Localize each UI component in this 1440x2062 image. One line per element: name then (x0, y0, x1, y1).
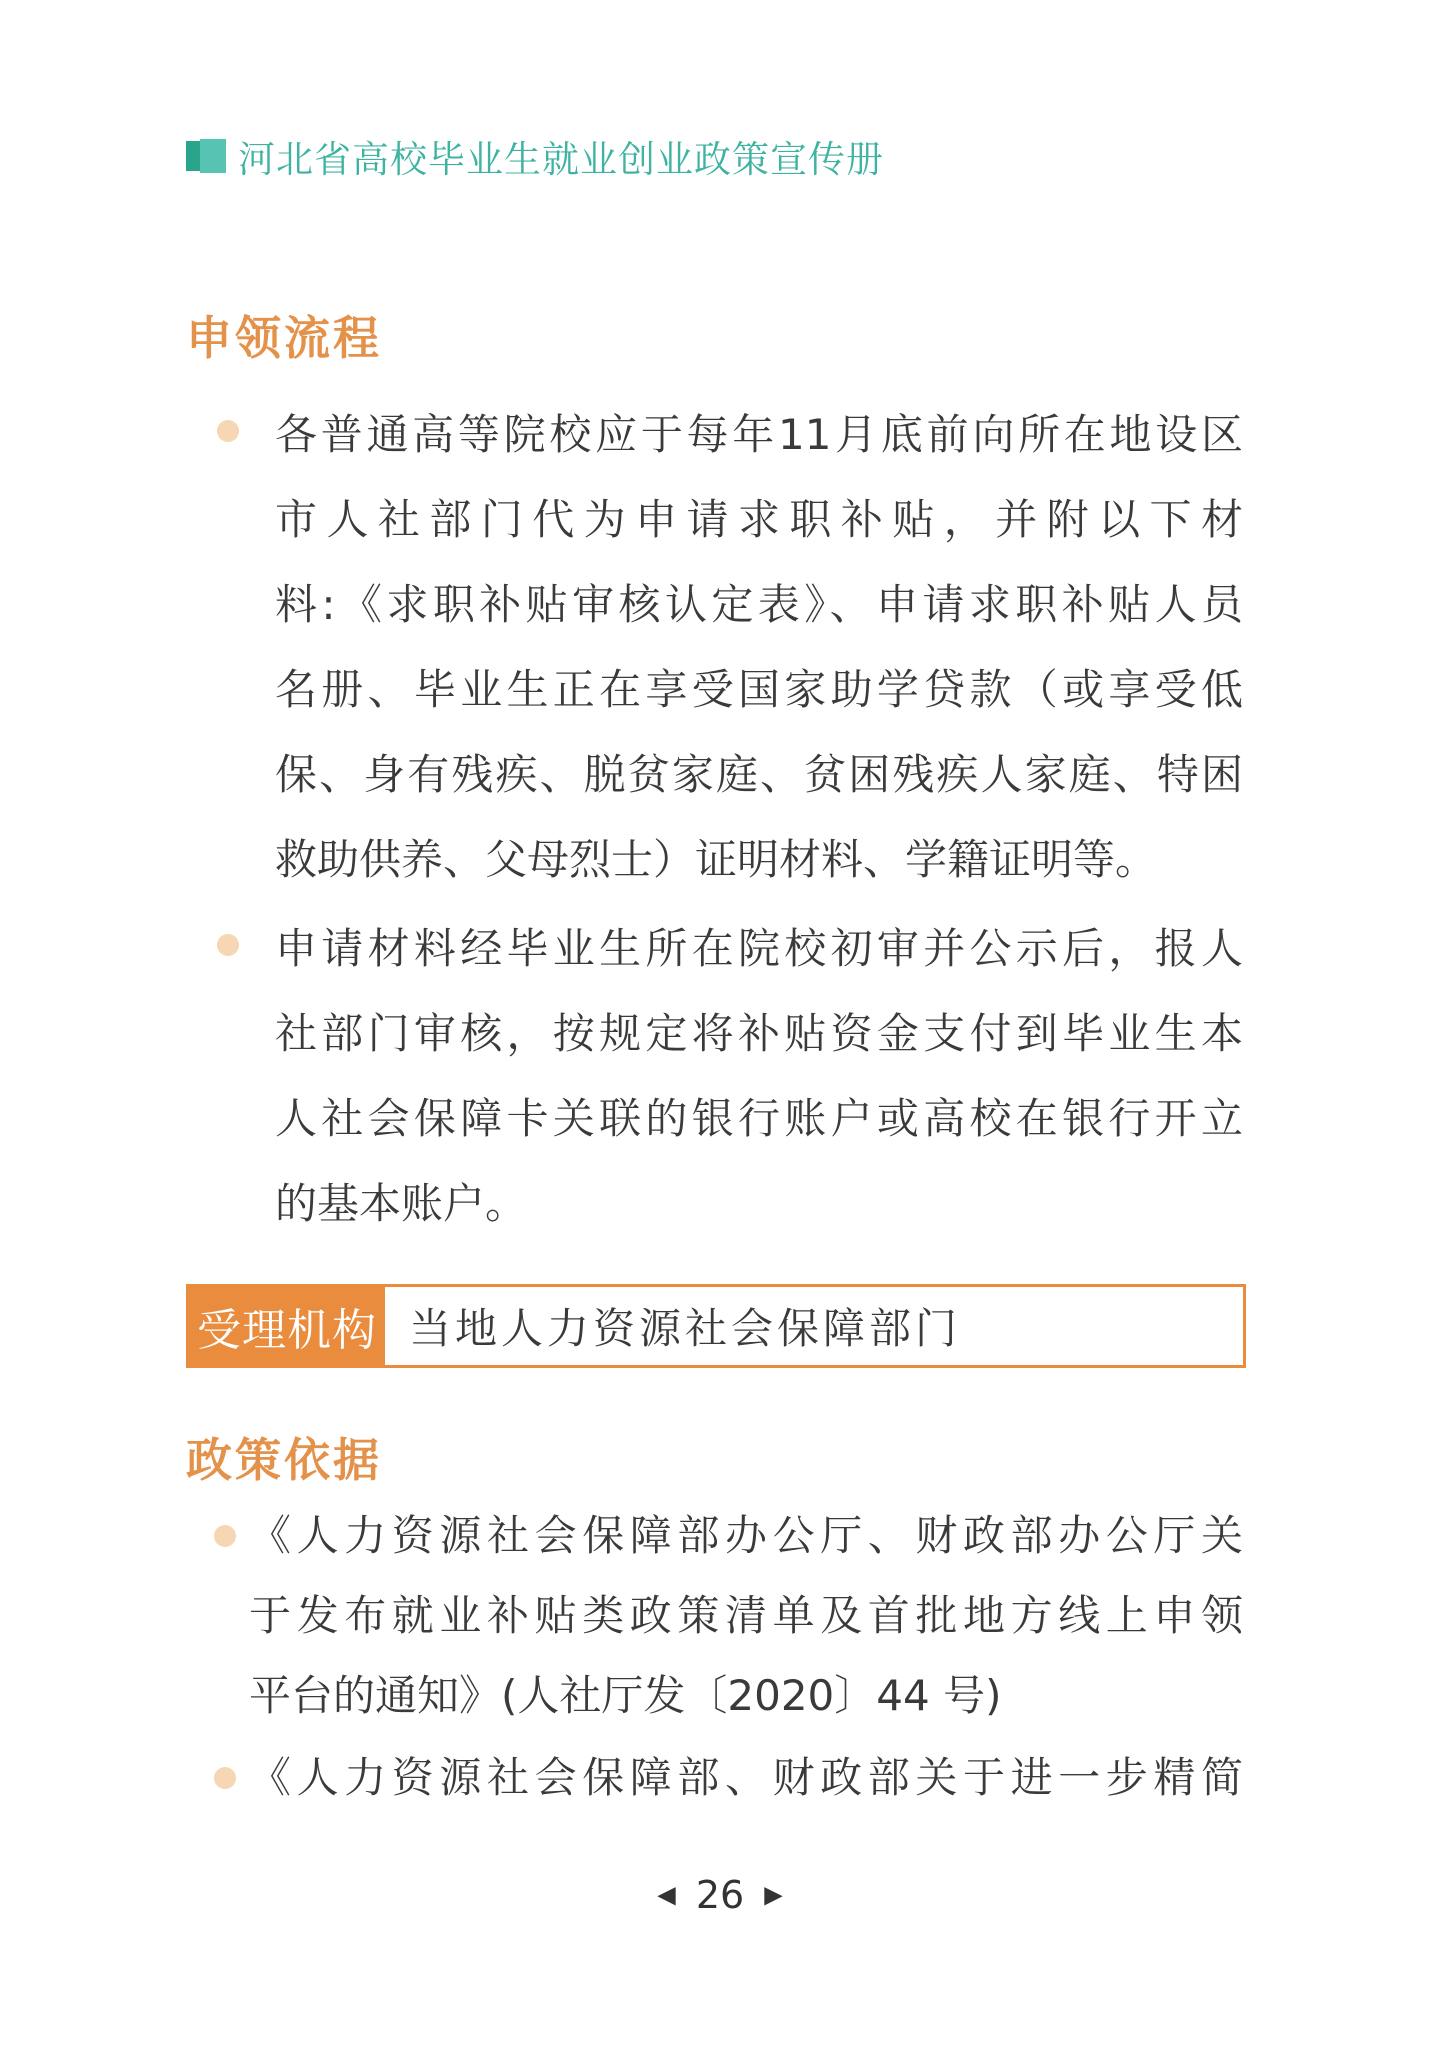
header-mark-icon (186, 137, 226, 175)
text-line: 《人力资源社会保障部、财政部关于进一步精简 (249, 1753, 1243, 1802)
text-line: 平台的通知》(人社厅发〔2020〕44 号) (249, 1671, 1002, 1720)
bullet-dot-icon (214, 1767, 236, 1789)
text-line: 申请材料经毕业生所在院校初审并公示后，报人 (275, 924, 1243, 973)
text-line: 名册、毕业生正在享受国家助学贷款（或享受低 (275, 665, 1243, 714)
text-line: 各普通高等院校应于每年11月底前向所在地设区 (275, 410, 1243, 459)
page-header (186, 128, 884, 184)
bullet-dot-icon (217, 934, 239, 956)
basis-item-1 (249, 1496, 1243, 1736)
process-item-2 (275, 906, 1243, 1246)
text-line: 料:《求职补贴审核认定表》、申请求职补贴人员 (275, 580, 1243, 629)
basis-item-2 (249, 1738, 1243, 1818)
text-line: 的基本账户。 (275, 1179, 528, 1228)
section-heading-process: 申领流程 (186, 311, 382, 365)
page-number-value: 26 (695, 1872, 745, 1917)
next-arrow-icon: ▶ (764, 1880, 783, 1909)
text-line: 人社会保障卡关联的银行账户或高校在银行开立 (275, 1094, 1243, 1143)
bullet-dot-icon (217, 420, 239, 442)
section-heading-basis: 政策依据 (186, 1433, 382, 1487)
text-line: 救助供养、父母烈士）证明材料、学籍证明等。 (275, 835, 1158, 884)
page-number (0, 1870, 1440, 1917)
text-line: 保、身有残疾、脱贫家庭、贫困残疾人家庭、特困 (275, 750, 1243, 799)
prev-arrow-icon: ◀ (657, 1880, 676, 1909)
text-line: 于发布就业补贴类政策清单及首批地方线上申领 (249, 1591, 1243, 1640)
text-line: 市人社部门代为申请求职补贴，并附以下材 (275, 495, 1243, 544)
text-line: 《人力资源社会保障部办公厅、财政部办公厅关 (249, 1511, 1243, 1560)
header-title: 河北省高校毕业生就业创业政策宣传册 (238, 138, 884, 181)
agency-value: 当地人力资源社会保障部门 (409, 1304, 962, 1353)
agency-box (186, 1284, 1246, 1368)
agency-label: 受理机构 (189, 1287, 385, 1365)
process-item-1 (275, 392, 1243, 902)
text-line: 社部门审核，按规定将补贴资金支付到毕业生本 (275, 1009, 1243, 1058)
bullet-dot-icon (214, 1525, 236, 1547)
